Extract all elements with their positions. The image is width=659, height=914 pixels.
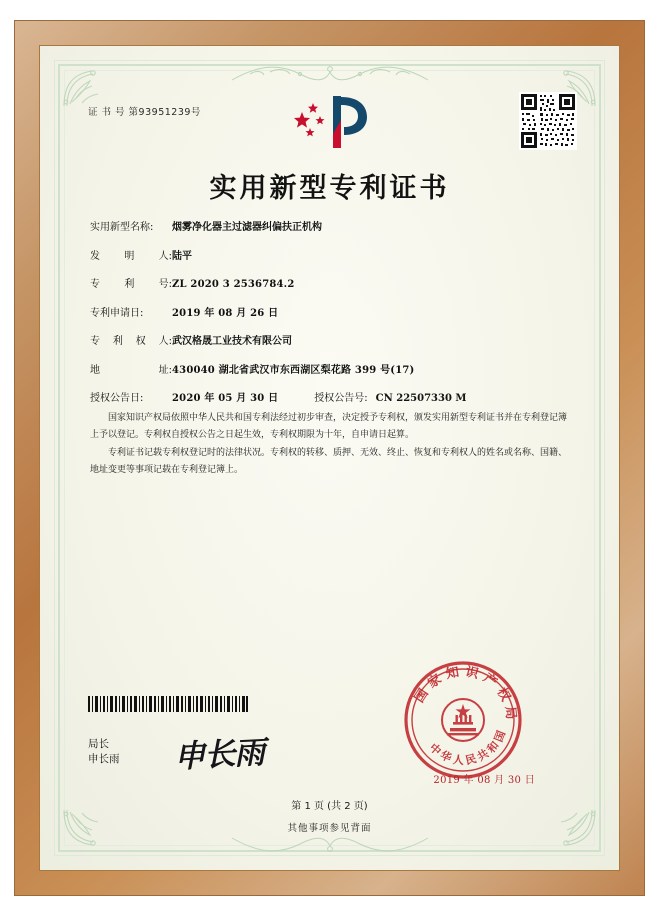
field-label-part: 利 [124, 279, 135, 290]
field-label-part: 利 [112, 336, 123, 347]
director-block [88, 737, 120, 769]
field-label [90, 361, 172, 376]
bottom-vine-ornament-icon [230, 832, 430, 858]
field-label-part: 人: [158, 336, 172, 347]
field-label: 授权公告日: [90, 393, 144, 404]
field-label-part: 地 [90, 364, 100, 376]
director-name: 申长雨 [88, 753, 120, 766]
footnote: 其他事项参见背面 [287, 823, 372, 834]
top-vine-ornament-icon [230, 60, 430, 86]
svg-text:中华人民共和国: 中华人民共和国 [426, 726, 510, 768]
page-title: 实用新型专利证书 [209, 173, 450, 204]
seal-date: 2019 年 08 月 30 日 [433, 775, 535, 786]
field-row-utility-model-name [90, 218, 569, 233]
certificate-frame-inner [39, 45, 620, 871]
certificate-number: 证 书 号 第93951239号 [88, 107, 201, 118]
barcode-icon [88, 696, 248, 712]
field-value: ZL 2020 3 2536784.2 [172, 279, 295, 290]
paragraph: 专利证书记载专利权登记时的法律状况。专利权的转移、质押、无效、终止、恢复和专利权人的姓名或名称、国籍、地址变更等事项记载在专利登记簿上。 [90, 448, 568, 475]
field-label-part: 明 [124, 250, 135, 262]
certificate-paper [40, 46, 619, 870]
cnipa-logo-icon [289, 90, 371, 152]
field-row-address [90, 361, 569, 376]
field-label-part: 权 [135, 336, 146, 347]
field-label: 专利申请日: [90, 307, 144, 319]
field-label-grant-no: 授权公告号: [314, 393, 368, 404]
certificate-content [82, 90, 577, 834]
field-value: 烟雾净化器主过滤器纠偏扶正机构 [172, 222, 322, 233]
field-value: 2020 年 05 月 30 日 [172, 393, 279, 404]
page-number: 第 1 页 (共 2 页) [291, 801, 368, 812]
field-value-grant-no: CN 22507330 M [375, 393, 467, 404]
field-row-patentee [90, 332, 569, 347]
field-label: 实用新型名称: [90, 222, 154, 233]
field-value: 430040 湖北省武汉市东西湖区梨花路 399 号(17) [172, 364, 415, 376]
field-label-part: 号: [158, 279, 172, 290]
field-label [90, 247, 172, 262]
official-seal-icon [401, 658, 525, 782]
field-row-patent-number [90, 275, 569, 290]
field-label-part: 专 [90, 279, 100, 290]
certificate-body-text [90, 410, 567, 481]
qr-code-icon [519, 92, 577, 150]
handwritten-signature: 申长雨 [173, 734, 266, 776]
field-value: 陆平 [172, 250, 192, 262]
certificate-wooden-frame [14, 20, 645, 896]
field-label-part: 专 [90, 336, 100, 347]
field-value: 武汉格晟工业技术有限公司 [172, 336, 292, 347]
director-label: 局长 [88, 737, 109, 750]
paragraph: 国家知识产权局依照中华人民共和国专利法经过初步审查，决定授予专利权，颁发实用新型专利证书并在专利登记簿上予以登记。专利权自授权公告之日起生效，专利权期限为十年，自申请日起算。 [90, 413, 568, 440]
field-label-part: 址: [158, 364, 172, 376]
field-label-part: 发 [90, 250, 100, 262]
field-row-grant-announcement [90, 389, 569, 404]
certificate-fields [90, 218, 569, 418]
field-label-part: 人: [158, 250, 172, 262]
field-value: 2019 年 08 月 26 日 [172, 307, 279, 319]
field-label [90, 332, 172, 347]
field-label [90, 275, 172, 290]
field-row-application-date [90, 304, 569, 319]
svg-text:国家知识产权局: 国家知识产权局 [412, 664, 519, 726]
field-row-inventor [90, 247, 569, 262]
